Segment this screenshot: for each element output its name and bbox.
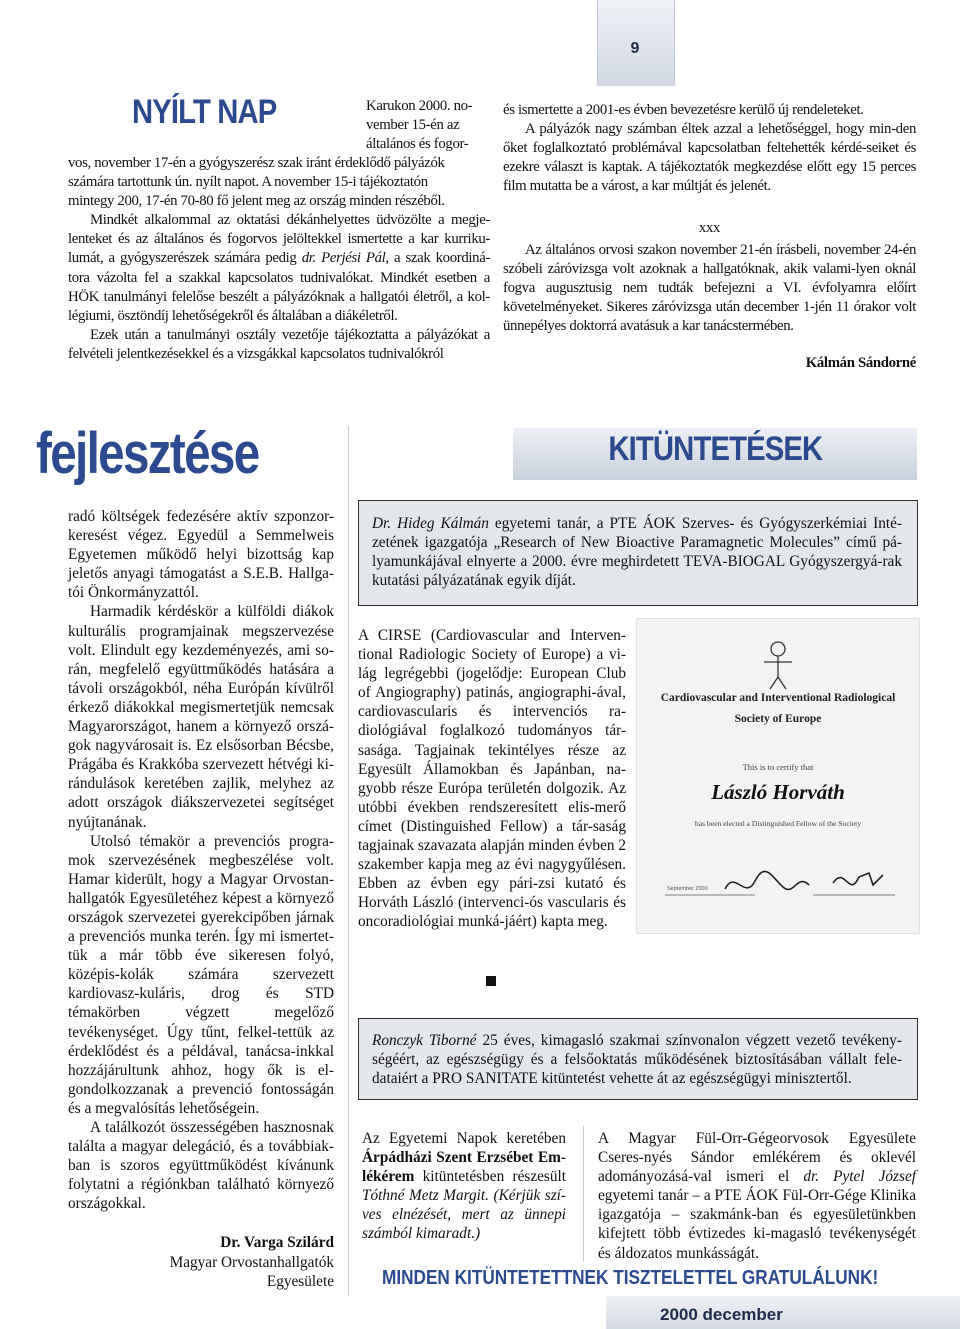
diploma-drawing (637, 619, 919, 933)
signature-org: Egyesülete (266, 1272, 334, 1290)
end-mark (486, 976, 496, 986)
paragraph-text: , a szak koordiná-tora vázolta fel a szakkal kapcsolatos tudnivalókat. Mindkét esetben a HÖK tanulmányi felelőse beszélt a pályázóknak a hallgatói életről, a kol-légiumi, ösztöndíj lehetőségekről és általában a diákéletről. (68, 250, 491, 324)
intro-line-full: számára tartottunk ún. nyílt napot. A november 15-i tájékoztatón (68, 174, 428, 191)
diploma-society-line-1: Cardiovascular and Interventional Radiological (660, 692, 896, 704)
separator: xxx (698, 220, 721, 237)
right-top-column (503, 101, 916, 373)
intro-line-full: mintegy 200, 17-én 70-80 fő jelent meg az ország minden részéből. (68, 193, 445, 210)
right-paragraph-2: A pályázók nagy számban éltek azzal a lehetőséggel, hogy min-den őket foglalkoztató problémával kapcsolatban feltehették kérdé-seiket és ezekre választ is kaptak. A tájékoztatók megkezdése előtt egy 15 perces film mutatta be a várost, a kar múltját és jelenét. (503, 121, 916, 195)
cirse-paragraph: A CIRSE (Cardiovascular and Interven-tional Radiologic Society of Europe) a vi-lág legrégebbi (jogelődje: European Club of Angiography) patinás, angiographi-ával, cardiovascularis és intervenciós ra-diológiával foglalkozó tudományos tár-sasága. Tagjainak tekintélyes része az Egyesült Államokban és Japánban, na-gyobb része Európa területén dolgozik. Az utóbbi években rendszeresített elis-merő címet (Distinguished Fellow) a tár-saság tagjainak szavazata alapján minden évben 2 szakember kapja meg az évi nagygyűlésen. Ebben az évben egy pári-zsi kutató és Horváth László (intervenci-ós vascularis és oncoradiológiai munká-jáért) kapta meg. (358, 627, 626, 931)
person-name: Ronczyk Tiborné (372, 1032, 477, 1049)
intro-line-full: vos, november 17-én a gyógyszerész szak iránt érdeklődő pályázók (68, 155, 445, 171)
intro-line: általános és fogor- (366, 136, 469, 153)
fejlesztese-heading: fejlesztése (36, 421, 259, 486)
nyilt-nap-paragraph-2 (68, 211, 490, 326)
congratulations-line: MINDEN KITÜNTETETTNEK TISZTELETTEL GRATULÁLUNK! (382, 1267, 879, 1289)
award-text: egyetemi tanár – a PTE ÁOK Fül-Orr-Gége Klinika igazgatója – szakmánk-ban és egyesületünkben kifejtett több évtizedes ki-magasló tevékenységét és áldozatos munkásságát. (598, 1187, 916, 1262)
intro-line: Karukon 2000. no- (366, 98, 473, 114)
diploma-image (636, 618, 920, 934)
fejlesztese-paragraph-4: A találkozót összességében hasznosnak találta a magyar delegáció, és a továbbiak-ban is szoros együttműködést kívánunk folytatni a régiónkban található környező országokkal. (68, 1119, 334, 1213)
diploma-certify: This is to certify that (742, 762, 814, 772)
paragraph-text: Mindkét alkalommal az oktatási dékánhelyettes üdvözölte a megje-lenteket és az általános és fogorvos jelöltekkel ismertette a kar kurriku-lumát, a gyógyszerészek számára pedig (68, 212, 490, 267)
diploma-society-line-2: Society of Europe (734, 713, 822, 725)
nyilt-nap-heading: NYÍLT NAP (132, 93, 277, 131)
column-divider (583, 1126, 584, 1262)
signature-org: Magyar Orvostanhallgatók (169, 1253, 334, 1271)
right-paragraph-3: Az általános orvosi szakon november 21-én írásbeli, november 24-én szóbeli záróvizsga volt azoknak a hallgatóknak, akik valami-lyen oknál fogva augusztusig nem tudták befejezni a VI. évfolyamra előírt követelményeket. Sikeres záróvizsga után december 1-jén 11 órakor volt ünnepélyes doktorrá avatásuk a kar tanácstermében. (503, 241, 916, 334)
nyilt-nap-intro-right (366, 97, 490, 154)
heading-text: KITÜNTETÉSEK (608, 430, 822, 468)
award-name: Árpádházi Szent Erzsébet Em-lékérem (362, 1149, 566, 1186)
kituntetesek-heading (513, 430, 917, 469)
page-number: 9 (630, 40, 640, 57)
diploma-elected: has been elected a Distinguished Fellow of the Society (694, 819, 862, 828)
award-text: kitüntetésben részesült (414, 1168, 566, 1186)
intro-line: vember 15-én az (366, 117, 460, 134)
signature-name: Dr. Varga Szilárd (220, 1234, 334, 1252)
person-name: dr. Perjési Pál (301, 250, 386, 267)
hideg-award-text (372, 514, 902, 590)
fejlesztese-signature (68, 1233, 334, 1290)
diploma-name: László Horváth (711, 780, 845, 804)
nyilt-nap-paragraph-3: Ezek után a tanulmányi osztály vezetője tájékoztatta a pályázókat a felvételi jelentkezésekkel és a vizsgákkal kapcsolatos tudnivalókról (68, 326, 490, 362)
right-paragraph-1: és ismertette a 2001-es évben bevezetésre kerülő új rendeleteket. (503, 102, 864, 118)
signature: Kálmán Sándorné (805, 355, 916, 372)
fejlesztese-paragraph-3: Utolsó témakör a prevenciós progra-mok szervezésének megbeszélése volt. Hamar kiderült, hogy a Magyar Orvostan-hallgatók Egyesületéhez képest a környező országok szervezetei gyerekcipőben járnak a prevenciós munka terén. Így mi ismertet-tük a már több éve sikeresen folyó, középis-kolák számára szervezett kardiovasz-kuláris, drog és STD témakörben végzett megelőző tevékenységet. Úgy tűnt, felkel-tettük az érdeklődést és a példával, tanácsa-inkkal hozzájárultunk ahhoz, hogy ők is el-gondolkozzanak a prevenció fontosságán és a megvalósítás lehetőségein. (68, 832, 334, 1117)
nyilt-nap-body (68, 154, 490, 364)
fejlesztese-paragraph-1: radó költségek fedezésére aktív szponzor-keresést végez. Egyedül a Semmelweis Egyetemen működő helyi bizottság kap jeletős anyagi támogatást a S.E.B. Hallga-tói Önkormányzattól. (68, 508, 334, 602)
person-name: dr. Pytel József (803, 1168, 916, 1186)
column-divider (348, 426, 349, 1296)
award-text: 25 éves, kimagasló szakmai színvonalon végzett vezető tevékeny-ségéért, az egészségügy és a felsőoktatás működésének biztosításában vállalt fele-dataiért a PRO SANITATE kitüntetést vehette át az egészségügyi minisztertől. (372, 1032, 902, 1088)
award-text: Az Egyetemi Napok keretében (362, 1130, 566, 1147)
footer-date: 2000 december (660, 1305, 783, 1324)
person-name: Tóthné Metz Margit. (Kérjük szí-ves elnézését, mert az ünnepi számból kimaradt.) (362, 1187, 566, 1243)
person-name: Dr. Hideg Kálmán (372, 515, 489, 532)
cirse-text (358, 626, 626, 932)
award-text: A Magyar Fül-Orr-Gégeorvosok Egyesülete Cseres-nyés Sándor emlékérem és oklevél adományozásá-val ismeri el (598, 1130, 916, 1186)
ronczyk-award-text (372, 1031, 902, 1088)
erzsebet-award-text (362, 1129, 566, 1244)
fejlesztese-paragraph-2: Harmadik kérdéskör a külföldi diákok kulturális programjainak megszervezése volt. Elindult egy kezdeményezés, ami so-rán, megfelelő együttműködés hatására a távoli országokból, néha Európán kívülről érkező diákokkal megismertetjük nemcsak Magyarországot, hanem a környező orszá-gok nagyvárosait is. Ez elsősorban Bécsbe, Prágába és Krakkóba szervezett hétvégi ki-rándulások keretében zajlik, melyhez az adott országok diákszervezetei segítséget nyújtanának. (68, 603, 334, 831)
pytel-award-text (598, 1129, 916, 1263)
fejlesztese-body (68, 507, 334, 1291)
diploma-date: September 2000 (667, 886, 708, 892)
award-text: egyetemi tanár, a PTE ÁOK Szerves- és Gyógyszerkémiai Inté-zetének igazgatója „Research of New Bioactive Paramagnetic Molecules” című pá-lyamunkájával elnyerte a 2000. évre meghirdetett TEVA-BIOGAL Gyógyszergyá-rak kutatási pályázatának egyik díját. (372, 515, 902, 590)
